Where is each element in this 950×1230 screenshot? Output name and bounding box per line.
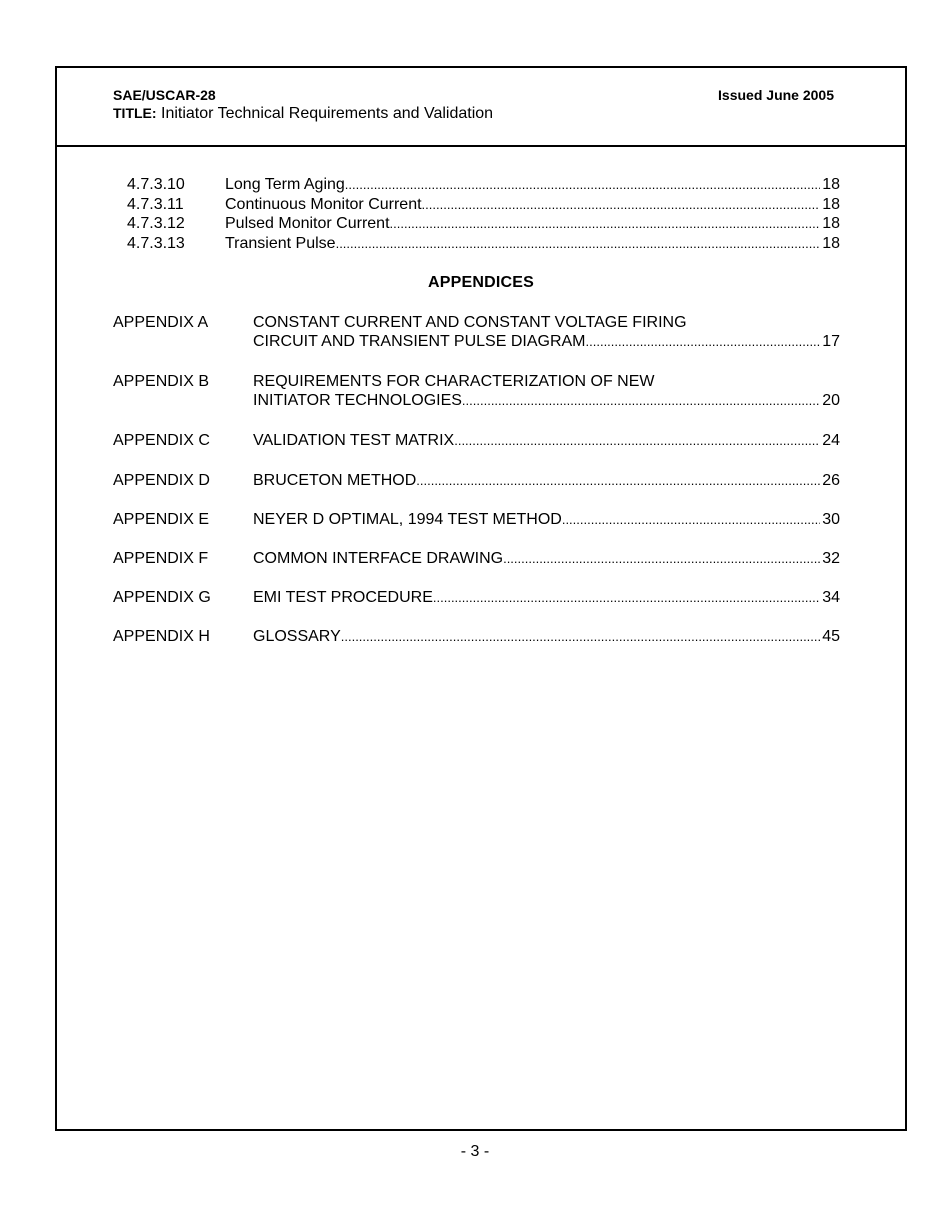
appendix-title-line1: REQUIREMENTS FOR CHARACTERIZATION OF NEW <box>253 373 655 390</box>
toc-page-number: 18 <box>822 215 840 232</box>
toc-dot-leader <box>586 332 821 352</box>
toc-dot-leader <box>503 549 820 569</box>
title-label: TITLE: <box>113 105 157 121</box>
toc-section-number: 4.7.3.11 <box>127 196 184 213</box>
appendix-title: INITIATOR TECHNOLOGIES <box>253 392 462 409</box>
appendix-page-number: 45 <box>822 628 840 645</box>
appendix-label: APPENDIX C <box>113 432 210 449</box>
toc-dot-leader <box>416 471 820 491</box>
toc-section-title: Transient Pulse <box>225 235 336 252</box>
appendix-title: NEYER D OPTIMAL, 1994 TEST METHOD <box>253 511 562 528</box>
appendix-entry[interactable] <box>253 549 840 569</box>
page-frame <box>55 66 907 1131</box>
appendix-entry[interactable] <box>253 332 840 352</box>
appendix-entry[interactable] <box>253 588 840 608</box>
appendix-entry[interactable] <box>253 627 840 647</box>
appendix-page-number: 17 <box>822 333 840 350</box>
toc-page-number: 18 <box>822 235 840 252</box>
toc-page-number: 18 <box>822 176 840 193</box>
appendix-title: CIRCUIT AND TRANSIENT PULSE DIAGRAM <box>253 333 586 350</box>
appendix-label: APPENDIX D <box>113 472 210 489</box>
appendices-heading: APPENDICES <box>427 274 535 291</box>
appendix-page-number: 34 <box>822 589 840 606</box>
appendix-label: APPENDIX A <box>113 314 209 331</box>
document-title <box>113 105 493 123</box>
toc-section-number: 4.7.3.10 <box>127 176 185 193</box>
toc-section-title: Continuous Monitor Current <box>225 196 422 213</box>
appendix-label: APPENDIX G <box>113 589 211 606</box>
toc-dot-leader <box>345 175 820 195</box>
appendix-title: GLOSSARY <box>253 628 341 645</box>
toc-entry[interactable] <box>57 214 905 234</box>
toc-entry[interactable] <box>57 195 905 215</box>
appendix-page-number: 26 <box>822 472 840 489</box>
toc-dot-leader <box>454 431 820 451</box>
issue-date: Issued June 2005 <box>718 87 834 103</box>
appendix-title: VALIDATION TEST MATRIX <box>253 432 455 449</box>
toc-section-number: 4.7.3.13 <box>127 235 185 252</box>
toc-entry[interactable] <box>57 234 905 254</box>
toc-dot-leader <box>433 588 820 608</box>
toc-section-title: Pulsed Monitor Current <box>225 215 390 232</box>
toc-entry[interactable] <box>57 175 905 195</box>
toc-dot-leader <box>341 627 820 647</box>
document-id: SAE/USCAR-28 <box>113 87 216 103</box>
toc-dot-leader <box>562 510 820 530</box>
appendix-page-number: 32 <box>822 550 840 567</box>
toc-dot-leader <box>462 391 820 411</box>
page-number: - 3 - <box>460 1143 490 1160</box>
appendix-label: APPENDIX F <box>113 550 209 567</box>
toc-section-title: Long Term Aging <box>225 176 345 193</box>
appendix-entry[interactable] <box>253 471 840 491</box>
appendix-label: APPENDIX E <box>113 511 210 528</box>
appendix-page-number: 20 <box>822 392 840 409</box>
toc-page-number: 18 <box>822 196 840 213</box>
appendix-title: EMI TEST PROCEDURE <box>253 589 433 606</box>
document-header <box>57 68 905 147</box>
appendix-title: BRUCETON METHOD <box>253 472 417 489</box>
appendix-entry[interactable] <box>253 510 840 530</box>
toc-dot-leader <box>422 195 821 215</box>
title-text: Initiator Technical Requirements and Validation <box>156 105 494 122</box>
appendix-page-number: 30 <box>822 511 840 528</box>
appendix-title: COMMON INTERFACE DRAWING <box>253 550 504 567</box>
appendix-label: APPENDIX H <box>113 628 210 645</box>
appendix-label: APPENDIX B <box>113 373 210 390</box>
appendix-page-number: 24 <box>822 432 840 449</box>
appendix-title-line1: CONSTANT CURRENT AND CONSTANT VOLTAGE FIRING <box>253 314 687 331</box>
toc-dot-leader <box>336 234 821 254</box>
appendix-entry[interactable] <box>253 391 840 411</box>
toc-section-number: 4.7.3.12 <box>127 215 185 232</box>
toc-dot-leader <box>390 214 821 234</box>
appendix-entry[interactable] <box>253 431 840 451</box>
